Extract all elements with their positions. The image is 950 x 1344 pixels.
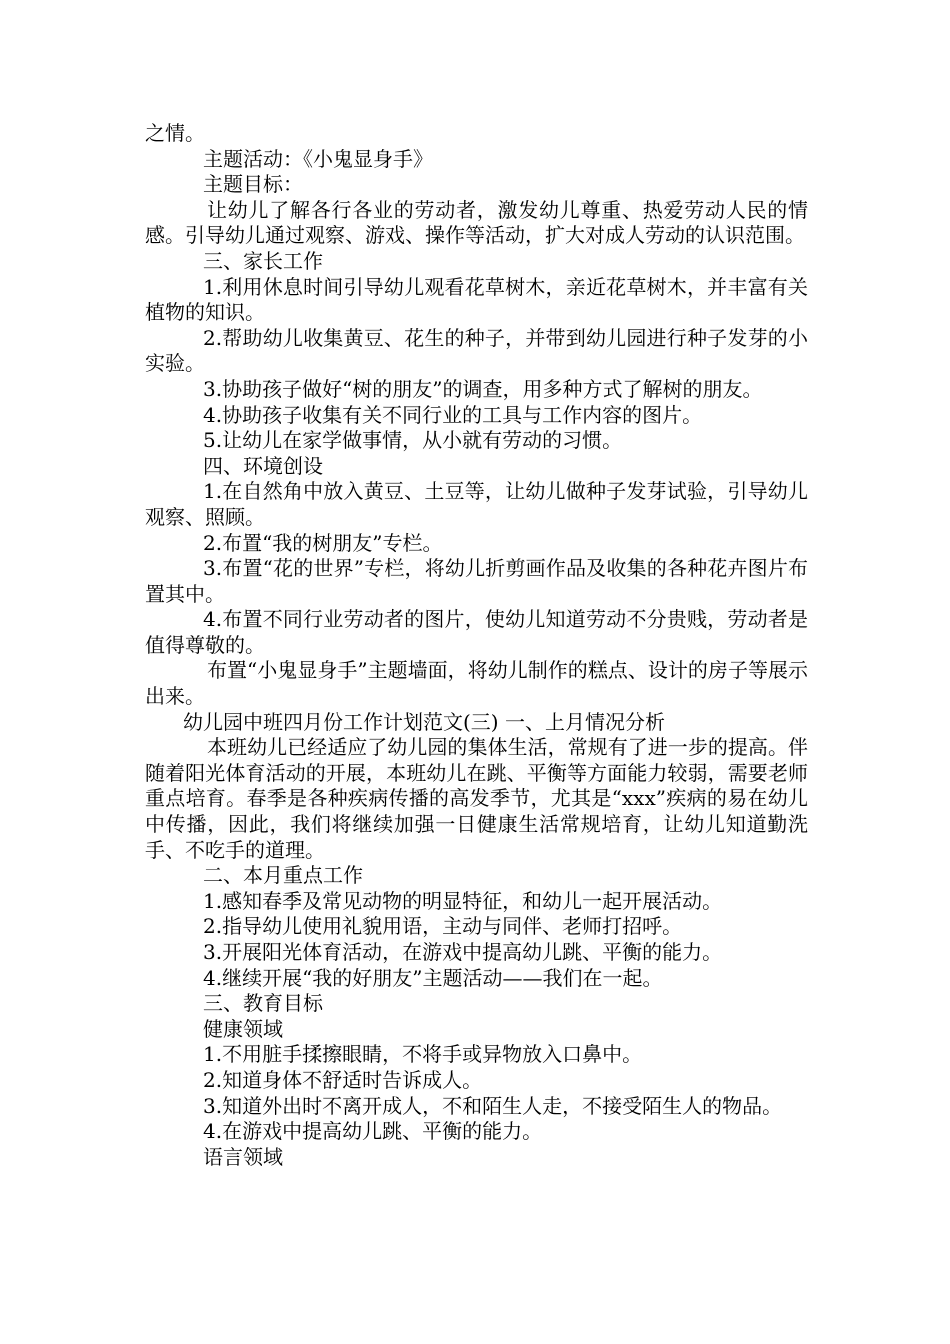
list-item: 1.利用休息时间引导幼儿观看花草树木，亲近花草树木，并丰富有关植物的知识。 xyxy=(145,274,808,325)
document-body xyxy=(145,121,808,1170)
paragraph: 主题目标： xyxy=(203,172,303,197)
paragraph: 本班幼儿已经适应了幼儿园的集体生活，常规有了进一步的提高。伴随着阳光体育活动的开展，本班幼儿在跳、平衡等方面能力较弱，需要老师重点培育。春季是各种疾病传播的高发季节，尤其是“xxx”疾病的易在幼儿中传播，因此，我们将继续加强一日健康生活常规培育，让幼儿知道勤洗手、不吃手的道理。 xyxy=(145,735,808,862)
subsection-heading: 健康领域 xyxy=(203,1016,283,1041)
paragraph: 让幼儿了解各行各业的劳动者，激发幼儿尊重、热爱劳动人民的情感。引导幼儿通过观察、游戏、操作等活动，扩大对成人劳动的认识范围。 xyxy=(145,197,808,248)
list-item: 2.指导幼儿使用礼貌用语，主动与同伴、老师打招呼。 xyxy=(203,914,683,939)
list-item: 2.帮助幼儿收集黄豆、花生的种子，并带到幼儿园进行种子发芽的小实验。 xyxy=(145,325,808,376)
section-heading: 四、环境创设 xyxy=(203,453,323,478)
list-item: 1.感知春季及常见动物的明显特征，和幼儿一起开展活动。 xyxy=(203,888,723,913)
list-item: 3.协助孩子做好“树的朋友”的调查，用多种方式了解树的朋友。 xyxy=(203,376,763,401)
list-item: 3.开展阳光体育活动，在游戏中提高幼儿跳、平衡的能力。 xyxy=(203,940,723,964)
list-item: 1.在自然角中放入黄豆、土豆等，让幼儿做种子发芽试验，引导幼儿观察、照顾。 xyxy=(145,479,808,529)
paragraph: 主题活动：《小鬼显身手》 xyxy=(203,146,433,171)
section-heading: 三、教育目标 xyxy=(203,991,323,1016)
list-item: 1.不用脏手揉擦眼睛，不将手或异物放入口鼻中。 xyxy=(203,1042,643,1067)
paragraph: 之情。 xyxy=(145,121,205,145)
list-item: 4.布置不同行业劳动者的图片，使幼儿知道劳动不分贵贱，劳动者是值得尊敬的。 xyxy=(145,607,808,657)
list-item: 4.在游戏中提高幼儿跳、平衡的能力。 xyxy=(203,1119,543,1144)
list-item: 2.布置“我的树朋友”专栏。 xyxy=(203,530,443,555)
list-item: 5.让幼儿在家学做事情，从小就有劳动的习惯。 xyxy=(203,428,623,453)
section-heading: 三、家长工作 xyxy=(203,248,323,273)
list-item: 3.知道外出时不离开成人，不和陌生人走，不接受陌生人的物品。 xyxy=(203,1093,783,1118)
list-item: 4.继续开展“我的好朋友”主题活动——我们在一起。 xyxy=(203,965,663,990)
document-title: 幼儿园中班四月份工作计划范文(三) 一、上月情况分析 xyxy=(183,709,665,734)
subsection-heading: 语言领域 xyxy=(203,1144,283,1169)
paragraph: 布置“小鬼显身手”主题墙面，将幼儿制作的糕点、设计的房子等展示出来。 xyxy=(145,658,808,709)
list-item: 3.布置“花的世界”专栏，将幼儿折剪画作品及收集的各种花卉图片布置其中。 xyxy=(145,556,808,606)
list-item: 4.协助孩子收集有关不同行业的工具与工作内容的图片。 xyxy=(203,402,703,427)
section-heading: 二、本月重点工作 xyxy=(203,863,363,888)
list-item: 2.知道身体不舒适时告诉成人。 xyxy=(203,1067,483,1092)
